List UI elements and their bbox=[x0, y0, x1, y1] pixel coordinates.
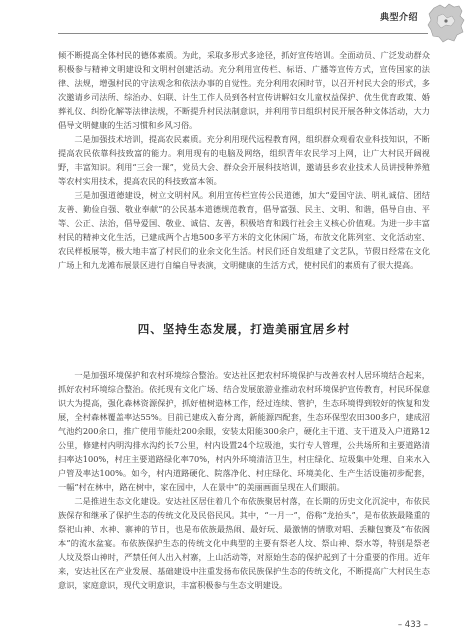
page-number: – 433 – bbox=[397, 620, 428, 630]
paragraph: 倾不断提高全体村民的德体素质。为此，采取多形式多途径，抓好宣传培训。全面动员、广泛发动群众积极参与精神文明建设和文明村创建活动。充分利用宣传栏、标语、广播等宣传方式，宣传国家的法律、法规，增强村民的守法观念和依法办事的自觉性。充分利用农闲时节，以召开村民大会的形式，多次邀请乡司法所、综治办、妇联、计生工作人员到各村宣传讲解妇女儿童权益保护、优生优育政策、婚葬礼仪、纠纷化解等法律法规，不断提升村民法制意识，并利用节日组织村民开展各种文体活动，大力倡导文明健康的生活习惯和乡风习俗。 bbox=[58, 50, 430, 130]
header-rule bbox=[58, 33, 428, 34]
paragraph: 二是推进生态文化建设。安达社区居住着几个布依族聚居村落，在长期的历史文化沉淀中，布依民族保存和继承了保护生态的传统文化及民俗民风。其中，“一月一”，俗称“龙抬头”，是布依族最隆重的祭祀山神、水神、寨神的节日，也是布依族最热闹、最好玩、最激情的情歌对唱、丢糠包赛及“布依阁本”的流水盆宴。布依族保护生态的传统文化中典型的主要有祭老人坟、祭山神、祭水等，特别是祭老人坟及祭山神时，严禁任何人出入村寨，上山活动等，对原始生态的保护起到了十分重要的作用。近年来，安达社区在产业发展、基础建设中注重发扬布依民族保护生态的传统文化，不断提高广大村民生态意识，家庭意识，现代文明意识，丰富积极参与生态文明建设。 bbox=[58, 496, 430, 590]
body-text-block-1 bbox=[58, 48, 430, 272]
paragraph: 一是加强环境保护和农村环境综合整治。安达社区把农村环境保护与改善农村人居环境结合起来，抓好农村环境综合整治。依托现有文化广场、结合发展旅游业推动农村环境保护宣传教育，村民环保意识大为提高，强化森林资源保护，抓好植树造林工作，经过连续、管护，生态环境得到较好的恢复和发展，全村森林覆盖率达55%。目前已建成入畜分离，新能源四配套，生态环保型农田300多户，建成沼气池约200余口，推广使用节能灶200余眼，安装太阳能300余户，硬化主干道、支干道及入户道路12公里，修建村内明沟排水沟约长7公里，村内设置24个垃圾池，实行专人管理，公共场所和主要道路清扫率达100%，村庄主要道路绿化率70%，村内外环境清洁卫生，村庄绿化、垃圾集中处理、自来水入户管及率达100%。如今，村内道路硬化、院落净化、村庄绿化、环境美化、生产生活设施初步配套，一幅“村在林中，路在树中，家在园中，人在景中”的美丽画面呈现在人们眼前。 bbox=[58, 370, 430, 492]
section-label: 典型介绍 bbox=[380, 13, 419, 23]
section-heading: 四、坚持生态发展，打造美丽宜居乡村 bbox=[137, 322, 351, 336]
body-text-block-2 bbox=[58, 368, 430, 592]
region-map-icon bbox=[426, 2, 466, 44]
paragraph: 二是加强技术培训，提高农民素质。充分利用现代远程教育网，组织群众观看农业科技知识，不断提高农民依靠科技致富的能力。利用现有的电脑及网络，组织青年农民学习上网，让广大村民开阔视野，丰富知识。利用“三会一课”，党员大会、群众会开展科技培训，邀请县乡农业技术人员讲授种养殖等农村实用技术，提高农民的科技致富本领。 bbox=[58, 134, 430, 186]
paragraph: 三是加强道德建设，树立文明村风。利用宣传栏宣传公民道德，加大“爱国守法、明礼诚信、团结友善、勤俭自强、敬业奉献”的公民基本道德规范教育，倡导富强、民主、文明、和谐，倡导自由、平等、公正、法治，倡导爱国、敬业、诚信、友善，积极培育和践行社会主义核心价值观。为进一步丰富村民的精神文化生活，已建成两个占地500多平方米的文化休闲广场，布放文化陈列室、文化活动室、农民样板展等，极大地丰富了村民们的业余文化生活。村民们还自发组建了文艺队，节假日经常在文化广场上和九龙滩布展景区进行自编自导表演，文明健康的生活方式，使村民们的素质有了很大提高。 bbox=[58, 190, 430, 270]
